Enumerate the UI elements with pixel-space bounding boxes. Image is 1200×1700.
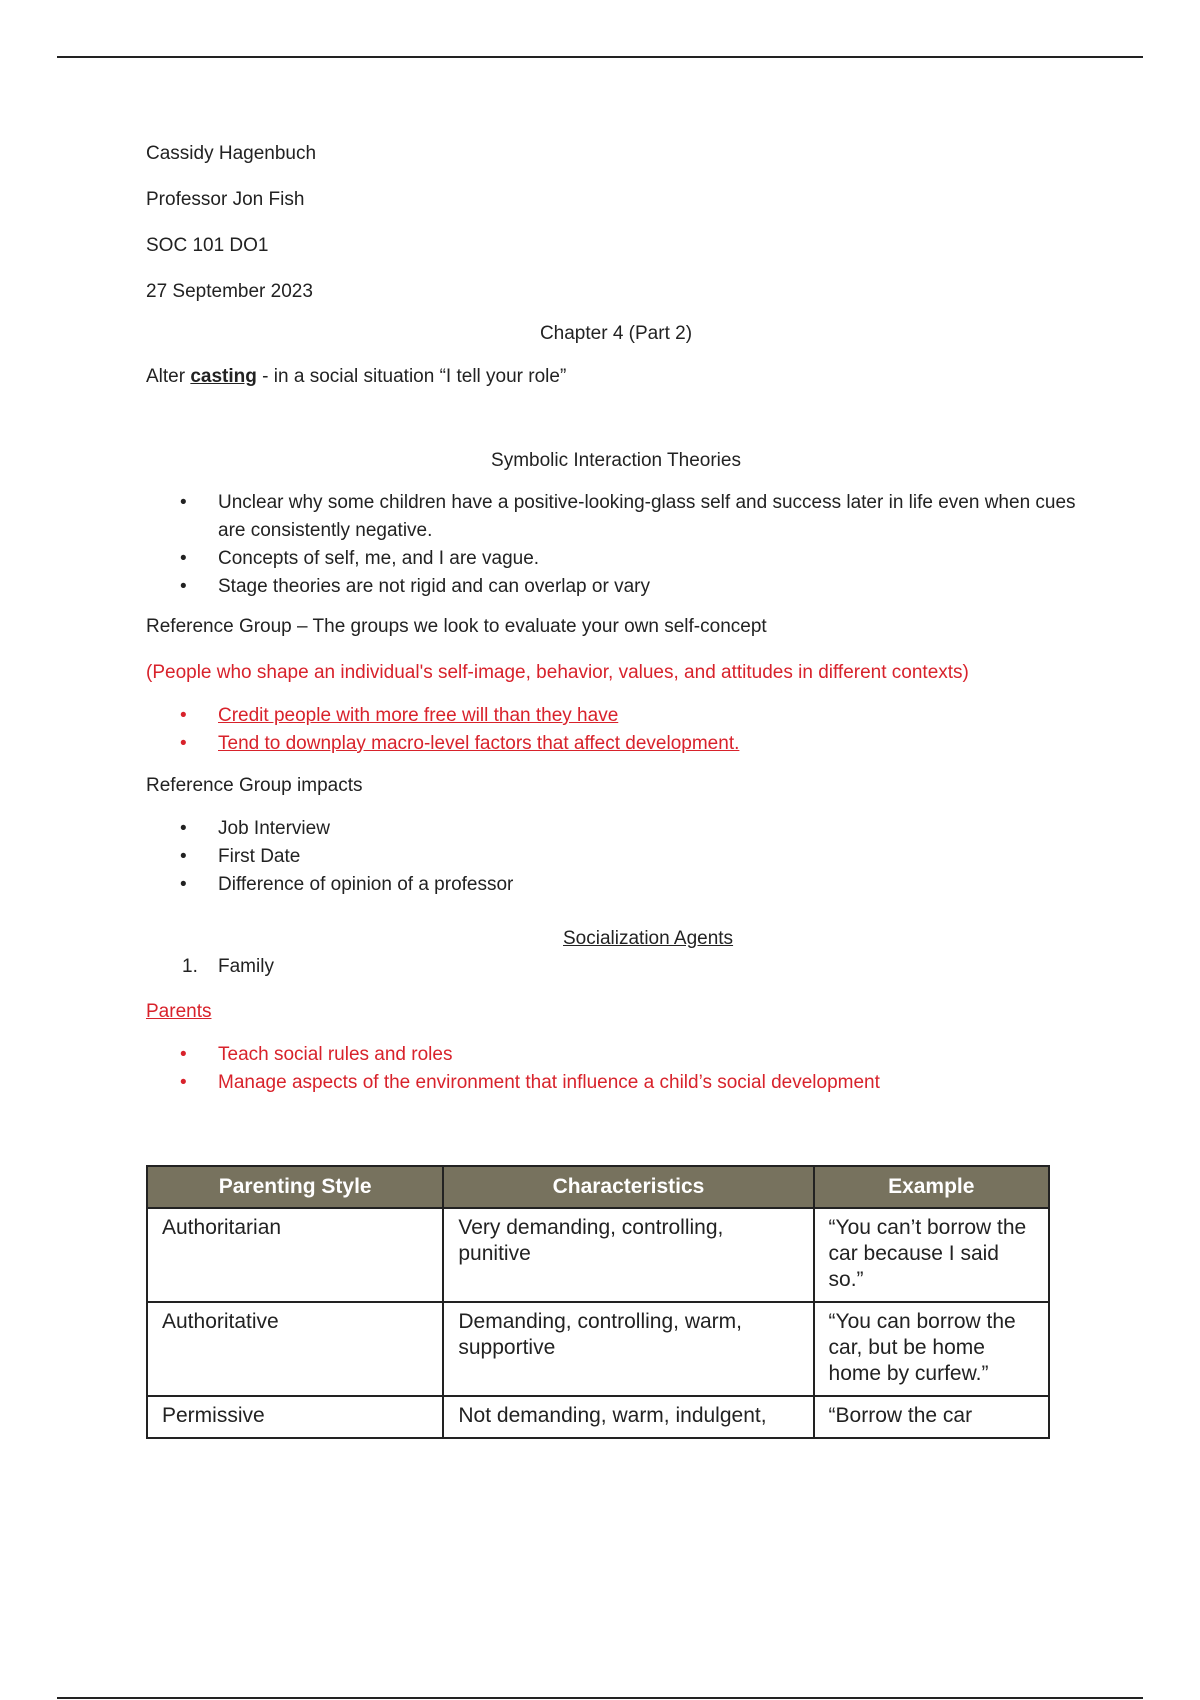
bullet-text: Stage theories are not rigid and can overlap or vary bbox=[218, 576, 650, 597]
bullet-mark: • bbox=[180, 548, 187, 569]
alter-casting-prefix: Alter bbox=[146, 366, 191, 387]
bullet-mark: • bbox=[180, 576, 187, 597]
document-title: Chapter 4 (Part 2) bbox=[539, 323, 693, 344]
bullet-mark: • bbox=[180, 1044, 187, 1065]
cell-example: “Borrow the car bbox=[814, 1396, 1049, 1438]
bullet-mark: • bbox=[180, 846, 187, 867]
cell-characteristics: Demanding, controlling, warm, supportive bbox=[443, 1302, 813, 1396]
bullet-mark: • bbox=[180, 492, 187, 513]
bullet-mark: • bbox=[180, 874, 187, 895]
bullet-text: Difference of opinion of a professor bbox=[218, 874, 514, 895]
bullet-text: Manage aspects of the environment that influence a child’s social development bbox=[218, 1072, 880, 1093]
list-item bbox=[146, 489, 1098, 545]
symbolic-heading: Symbolic Interaction Theories bbox=[491, 450, 741, 471]
bullet-text: Teach social rules and roles bbox=[218, 1044, 453, 1065]
bullet-mark: • bbox=[180, 818, 187, 839]
agents-numbered-list bbox=[146, 953, 1086, 981]
document-date: 27 September 2023 bbox=[146, 281, 313, 302]
socialization-heading-text: Socialization Agents bbox=[563, 928, 734, 949]
list-item bbox=[146, 730, 1086, 758]
bullet-text: Unclear why some children have a positive-looking-glass self and success later in life even when cues are consistently negative. bbox=[218, 492, 1076, 541]
list-item bbox=[146, 1069, 1086, 1097]
bullet-mark: • bbox=[180, 705, 187, 726]
reference-group-note: (People who shape an individual's self-image, behavior, values, and attitudes in different contexts) bbox=[146, 662, 969, 683]
list-item bbox=[146, 1041, 1086, 1069]
list-item bbox=[146, 815, 1086, 843]
header-parenting-style: Parenting Style bbox=[147, 1166, 443, 1208]
socialization-heading bbox=[146, 925, 1086, 953]
cell-characteristics: Not demanding, warm, indulgent, bbox=[443, 1396, 813, 1438]
course-code: SOC 101 DO1 bbox=[146, 235, 269, 256]
bottom-rule bbox=[57, 1697, 1143, 1699]
bullet-text: Credit people with more free will than they have bbox=[218, 705, 619, 726]
cell-example: “You can’t borrow the car because I said so.” bbox=[814, 1208, 1049, 1302]
professor-name: Professor Jon Fish bbox=[146, 189, 305, 210]
table-row bbox=[147, 1396, 1049, 1438]
critique-bullet-list bbox=[146, 702, 1086, 758]
bullet-text: Job Interview bbox=[218, 818, 330, 839]
header-example: Example bbox=[814, 1166, 1049, 1208]
symbolic-bullet-list bbox=[146, 489, 1086, 601]
bullet-mark: • bbox=[180, 733, 187, 754]
header-characteristics: Characteristics bbox=[443, 1166, 813, 1208]
table-header-row bbox=[147, 1166, 1049, 1208]
top-rule bbox=[57, 56, 1143, 58]
parents-bullet-list bbox=[146, 1041, 1086, 1097]
table-row bbox=[147, 1208, 1049, 1302]
parents-heading-text: Parents bbox=[146, 1001, 212, 1022]
parenting-style-table bbox=[146, 1165, 1050, 1439]
student-name: Cassidy Hagenbuch bbox=[146, 143, 317, 164]
alter-casting-rest: - in a social situation “I tell your role” bbox=[256, 366, 567, 387]
list-item bbox=[146, 573, 1086, 601]
impacts-bullet-list bbox=[146, 815, 1086, 899]
numbered-text: Family bbox=[218, 956, 274, 977]
list-item bbox=[146, 702, 1086, 730]
list-item bbox=[146, 953, 1086, 981]
number-mark: 1. bbox=[182, 956, 198, 977]
alter-casting-line bbox=[146, 363, 1086, 391]
cell-style: Permissive bbox=[147, 1396, 443, 1438]
bullet-text: Concepts of self, me, and I are vague. bbox=[218, 548, 540, 569]
alter-casting-term: casting bbox=[190, 366, 257, 387]
cell-style: Authoritative bbox=[147, 1302, 443, 1396]
list-item bbox=[146, 871, 1086, 899]
document-body bbox=[146, 140, 1086, 1097]
reference-group-definition: Reference Group – The groups we look to evaluate your own self-concept bbox=[146, 616, 767, 637]
cell-example: “You can borrow the car, but be home home by curfew.” bbox=[814, 1302, 1049, 1396]
impacts-heading: Reference Group impacts bbox=[146, 775, 363, 796]
cell-characteristics: Very demanding, controlling, punitive bbox=[443, 1208, 813, 1302]
list-item bbox=[146, 545, 1086, 573]
bullet-text: Tend to downplay macro-level factors that affect development. bbox=[218, 733, 740, 754]
bullet-mark: • bbox=[180, 1072, 187, 1093]
list-item bbox=[146, 843, 1086, 871]
bullet-text: First Date bbox=[218, 846, 301, 867]
cell-style: Authoritarian bbox=[147, 1208, 443, 1302]
parents-heading bbox=[146, 998, 1086, 1026]
table-row bbox=[147, 1302, 1049, 1396]
